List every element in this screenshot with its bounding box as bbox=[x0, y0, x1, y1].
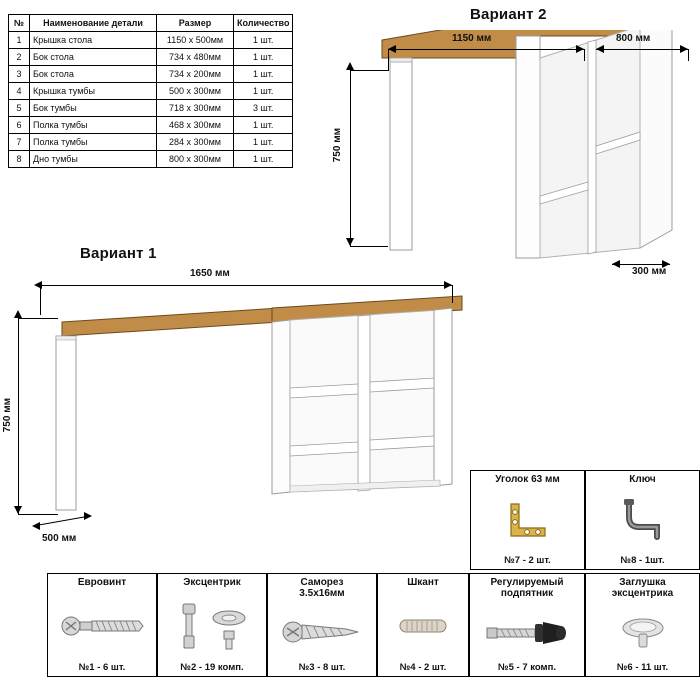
cell-size: 734 x 200мм bbox=[157, 66, 234, 83]
variant2-dim-300-label: 300 мм bbox=[632, 266, 667, 277]
hardware-title: Уголок 63 мм bbox=[495, 474, 560, 485]
cell-number: 5 bbox=[9, 100, 30, 117]
variant1-ext-right bbox=[452, 285, 453, 303]
table-row bbox=[9, 134, 293, 151]
cell-size: 284 x 300мм bbox=[157, 134, 234, 151]
table-row bbox=[9, 100, 293, 117]
cell-qty: 1 шт. bbox=[234, 49, 293, 66]
cell-qty: 3 шт. bbox=[234, 100, 293, 117]
cam-lock-icon bbox=[158, 594, 266, 658]
cell-number: 8 bbox=[9, 151, 30, 168]
cell-size: 500 x 300мм bbox=[157, 83, 234, 100]
table-header-row bbox=[9, 15, 293, 32]
parts-table bbox=[8, 14, 293, 168]
hardware-card-adjustable-foot bbox=[469, 573, 585, 677]
variant2-dim-800-line bbox=[596, 49, 688, 50]
cell-qty: 1 шт. bbox=[234, 134, 293, 151]
cell-name: Полка тумбы bbox=[30, 134, 157, 151]
corner-bracket-icon bbox=[471, 491, 584, 551]
variant1-dim-1650-label: 1650 мм bbox=[190, 268, 230, 279]
cell-name: Бок тумбы bbox=[30, 100, 157, 117]
variant2-ext-top bbox=[350, 70, 388, 71]
cell-name: Бок стола bbox=[30, 49, 157, 66]
hardware-card-cam-cover-cap bbox=[585, 573, 700, 677]
variant2-dim-1150-label: 1150 мм bbox=[452, 33, 492, 44]
variant1-dim-500-arrow-left bbox=[32, 522, 40, 530]
column-header-qty: Количество bbox=[234, 15, 293, 32]
allen-key-icon bbox=[586, 491, 699, 551]
hardware-caption: №1 - 6 шт. bbox=[78, 662, 126, 673]
cell-name: Бок стола bbox=[30, 66, 157, 83]
variant2-dim-750-label: 750 мм bbox=[332, 128, 343, 163]
hardware-title-line1: Саморез bbox=[300, 577, 344, 588]
cell-number: 3 bbox=[9, 66, 30, 83]
table-row bbox=[9, 49, 293, 66]
variant1-ext-bottom bbox=[18, 514, 58, 515]
hardware-title-line2: эксцентрика bbox=[611, 588, 674, 599]
variant2-drawing bbox=[330, 30, 700, 290]
hardware-title: Эксцентрик bbox=[183, 577, 241, 588]
cell-size: 468 x 300мм bbox=[157, 117, 234, 134]
cell-number: 2 bbox=[9, 49, 30, 66]
table-row bbox=[9, 66, 293, 83]
hardware-card-euro-screw bbox=[47, 573, 157, 677]
variant1-ext-top bbox=[18, 318, 58, 319]
hardware-title bbox=[586, 574, 699, 599]
variant2-ext-bottom bbox=[350, 246, 388, 247]
cell-number: 7 bbox=[9, 134, 30, 151]
hardware-card-corner-bracket bbox=[470, 470, 585, 570]
cell-number: 6 bbox=[9, 117, 30, 134]
cell-name: Крышка стола bbox=[30, 32, 157, 49]
hardware-title: Евровинт bbox=[77, 577, 127, 588]
hardware-caption: №5 - 7 комп. bbox=[498, 662, 556, 673]
hardware-title-line1: Заглушка bbox=[619, 577, 666, 588]
dowel-icon bbox=[378, 594, 468, 658]
table-row bbox=[9, 151, 293, 168]
variant1-dim-750-label: 750 мм bbox=[2, 398, 13, 433]
hardware-caption: №6 - 11 шт. bbox=[616, 662, 669, 673]
hardware-title bbox=[268, 574, 376, 599]
table-row bbox=[9, 117, 293, 134]
cam-cover-cap-icon bbox=[586, 608, 699, 658]
hardware-title-line1: Регулируемый bbox=[490, 577, 564, 588]
cell-qty: 1 шт. bbox=[234, 32, 293, 49]
cell-qty: 1 шт. bbox=[234, 66, 293, 83]
hardware-card-cam-lock bbox=[157, 573, 267, 677]
table-row bbox=[9, 32, 293, 49]
cell-qty: 1 шт. bbox=[234, 83, 293, 100]
cell-name: Крышка тумбы bbox=[30, 83, 157, 100]
variant2-dim-1150-arrow-left bbox=[388, 45, 396, 53]
hardware-caption: №7 - 2 шт. bbox=[504, 555, 551, 566]
hardware-card-dowel bbox=[377, 573, 469, 677]
column-header-name: Наименование детали bbox=[30, 15, 157, 32]
euro-screw-icon bbox=[48, 594, 156, 658]
cell-size: 718 x 300мм bbox=[157, 100, 234, 117]
variant1-dim-500-label: 500 мм bbox=[42, 533, 77, 544]
variant2-ext-mid bbox=[584, 49, 585, 61]
cell-number: 1 bbox=[9, 32, 30, 49]
variant1-drawing bbox=[10, 280, 470, 540]
variant1-dim-750-arrow-bottom bbox=[14, 506, 22, 514]
column-header-number: № bbox=[9, 15, 30, 32]
hardware-title: Шкант bbox=[407, 577, 439, 588]
hardware-title: Ключ bbox=[629, 474, 656, 485]
cell-qty: 1 шт. bbox=[234, 151, 293, 168]
cell-size: 734 x 480мм bbox=[157, 49, 234, 66]
variant1-title: Вариант 1 bbox=[80, 245, 157, 262]
table-row bbox=[9, 83, 293, 100]
variant2-dim-800-arrow-right bbox=[680, 45, 688, 53]
hardware-card-allen-key bbox=[585, 470, 700, 570]
variant2-ext-left bbox=[388, 49, 389, 71]
cell-size: 800 x 300мм bbox=[157, 151, 234, 168]
cell-name: Полка тумбы bbox=[30, 117, 157, 134]
variant2-dim-750-line bbox=[350, 70, 351, 246]
variant1-dim-500-arrow-right bbox=[84, 512, 92, 520]
variant2-dim-800-label: 800 мм bbox=[616, 33, 651, 44]
hardware-caption: №8 - 1шт. bbox=[620, 555, 665, 566]
hardware-title-line2: подпятник bbox=[500, 588, 554, 599]
variant2-dim-800-arrow-left bbox=[596, 45, 604, 53]
variant1-dim-750-line bbox=[18, 318, 19, 514]
variant2-dim-300-arrow-left bbox=[612, 260, 620, 268]
cell-name: Дно тумбы bbox=[30, 151, 157, 168]
hardware-caption: №2 - 19 комп. bbox=[180, 662, 244, 673]
variant2-dim-750-arrow-top bbox=[346, 62, 354, 70]
hardware-card-self-tapping-screw bbox=[267, 573, 377, 677]
variant1-dim-750-arrow-top bbox=[14, 310, 22, 318]
variant2-dim-750-arrow-bottom bbox=[346, 238, 354, 246]
hardware-caption: №3 - 8 шт. bbox=[298, 662, 346, 673]
adjustable-foot-icon bbox=[470, 608, 584, 658]
hardware-caption: №4 - 2 шт. bbox=[399, 662, 447, 673]
hardware-title bbox=[470, 574, 584, 599]
variant1-ext-left bbox=[40, 285, 41, 315]
cell-qty: 1 шт. bbox=[234, 117, 293, 134]
variant2-dim-1150-arrow-right bbox=[576, 45, 584, 53]
cell-size: 1150 x 500мм bbox=[157, 32, 234, 49]
variant1-dim-1650-arrow-right bbox=[444, 281, 452, 289]
column-header-size: Размер bbox=[157, 15, 234, 32]
variant2-dim-1150-line bbox=[388, 49, 584, 50]
variant1-dim-1650-line bbox=[40, 285, 452, 286]
variant2-ext-right bbox=[688, 49, 689, 61]
variant2-title: Вариант 2 bbox=[470, 6, 547, 23]
hardware-title-line2: 3.5x16мм bbox=[299, 588, 345, 599]
self-tapping-screw-icon bbox=[268, 606, 376, 658]
cell-number: 4 bbox=[9, 83, 30, 100]
